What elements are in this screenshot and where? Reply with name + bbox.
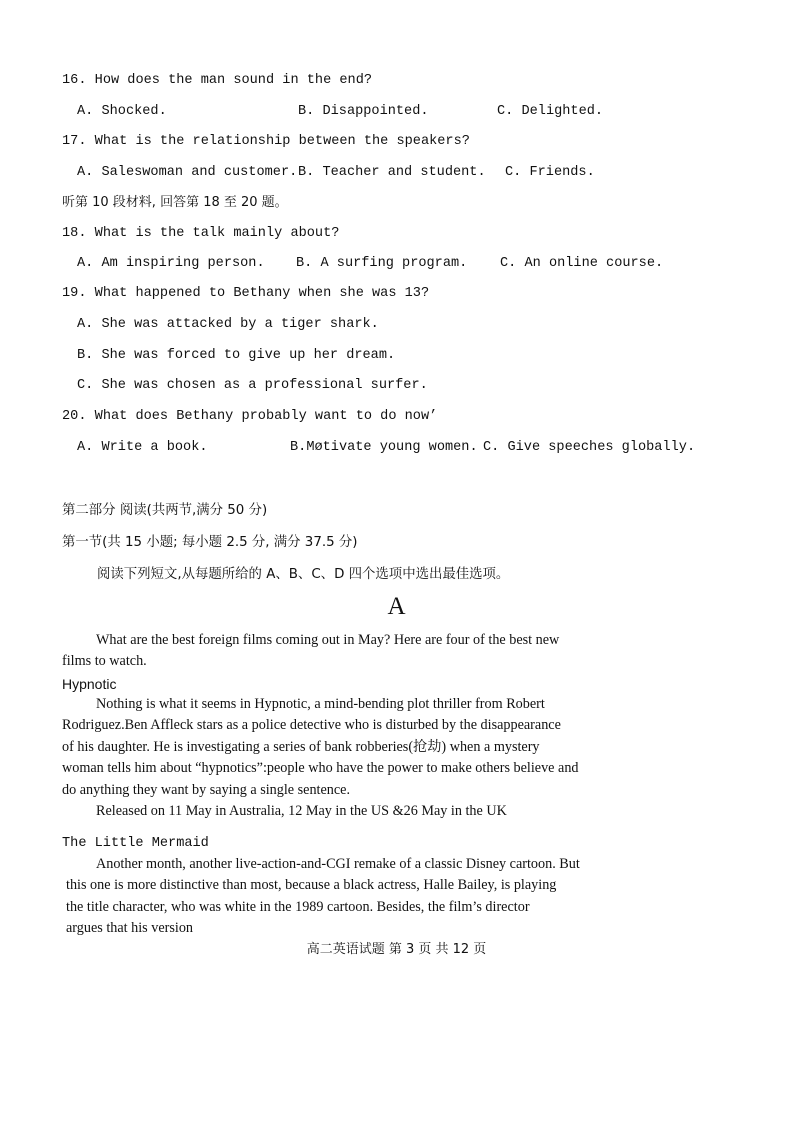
option-c: C. An online course. xyxy=(500,256,664,271)
text-line: Another month, another live-action-and-CGI remake of a classic Disney cartoon. But xyxy=(96,856,580,872)
film-description xyxy=(62,694,729,822)
text-line: What are the best foreign films coming out in May? Here are four of the best new xyxy=(96,632,560,648)
option-a: A. Am inspiring person. xyxy=(77,256,265,271)
passage-letter: A xyxy=(387,593,406,620)
text-line: argues that his version xyxy=(66,920,194,937)
question-text: What does Bethany probably want to do now’ xyxy=(94,409,438,424)
film-title: The Little Mermaid xyxy=(62,836,209,851)
question-number: 18. xyxy=(62,226,87,241)
text-line: Nothing is what it seems in Hypnotic, a mind-bending plot thriller from Robert xyxy=(96,696,545,712)
passage-intro xyxy=(62,630,724,673)
text-line: films to watch. xyxy=(62,653,147,670)
text-line: of his daughter. He is investigating a series of bank robberies(抢劫) when a mystery xyxy=(62,738,540,755)
option-a: A. Shocked. xyxy=(77,104,167,119)
text-line: woman tells him about “hypnotics”:people who have the power to make others believe and xyxy=(62,760,579,777)
option-b: B. Teacher and student. xyxy=(298,165,486,180)
question-16 xyxy=(62,73,372,89)
question-text: How does the man sound in the end? xyxy=(94,73,373,88)
option-a: A. Saleswoman and customer. xyxy=(77,165,298,180)
part-title: 第二部分 阅读(共两节,满分 50 分) xyxy=(62,503,268,518)
film-description xyxy=(66,854,726,940)
question-text: What happened to Bethany when she was 13? xyxy=(94,286,430,301)
option-a: A. Write a book. xyxy=(77,440,208,455)
option-c: C. She was chosen as a professional surfer. xyxy=(77,378,428,393)
question-number: 16. xyxy=(62,73,87,88)
question-17 xyxy=(62,134,470,150)
release-info: Released on 11 May in Australia, 12 May in the US &26 May in the UK xyxy=(96,803,507,820)
question-number: 19. xyxy=(62,286,87,301)
question-text: What is the talk mainly about? xyxy=(94,226,340,241)
question-20 xyxy=(62,409,437,425)
text-line: the title character, who was white in the 1989 cartoon. Besides, the film’s director xyxy=(66,898,530,915)
question-19 xyxy=(62,286,429,302)
reading-instruction: 阅读下列短文,从每题所给的 A、B、C、D 四个选项中选出最佳选项。 xyxy=(97,567,510,582)
text-line: Rodriguez.Ben Affleck stars as a police detective who is disturbed by the disappearance xyxy=(62,717,561,734)
section-title: 第一节(共 15 小题; 每小题 2.5 分, 满分 37.5 分) xyxy=(62,535,358,550)
option-a: A. She was attacked by a tiger shark. xyxy=(77,317,379,332)
option-b: B.Møtivate young women. xyxy=(290,440,478,455)
option-c: C. Give speeches globally. xyxy=(483,440,696,455)
option-b: B. A surfing program. xyxy=(296,256,468,271)
option-c: C. Friends. xyxy=(505,165,595,180)
option-b: B. She was forced to give up her dream. xyxy=(77,348,396,363)
question-number: 20. xyxy=(62,409,87,424)
listening-instruction: 听第 10 段材料, 回答第 18 至 20 题。 xyxy=(62,195,288,210)
film-title: Hypnotic xyxy=(62,676,117,692)
option-c: C. Delighted. xyxy=(497,104,604,119)
page-footer: 高二英语试题 第 3 页 共 12 页 xyxy=(306,942,487,957)
question-text: What is the relationship between the speakers? xyxy=(94,134,470,149)
option-b: B. Disappointed. xyxy=(298,104,429,119)
text-line: this one is more distinctive than most, because a black actress, Halle Bailey, is playing xyxy=(66,877,557,894)
question-number: 17. xyxy=(62,134,87,149)
text-line: do anything they want by saying a single sentence. xyxy=(62,781,351,798)
question-18 xyxy=(62,226,339,242)
